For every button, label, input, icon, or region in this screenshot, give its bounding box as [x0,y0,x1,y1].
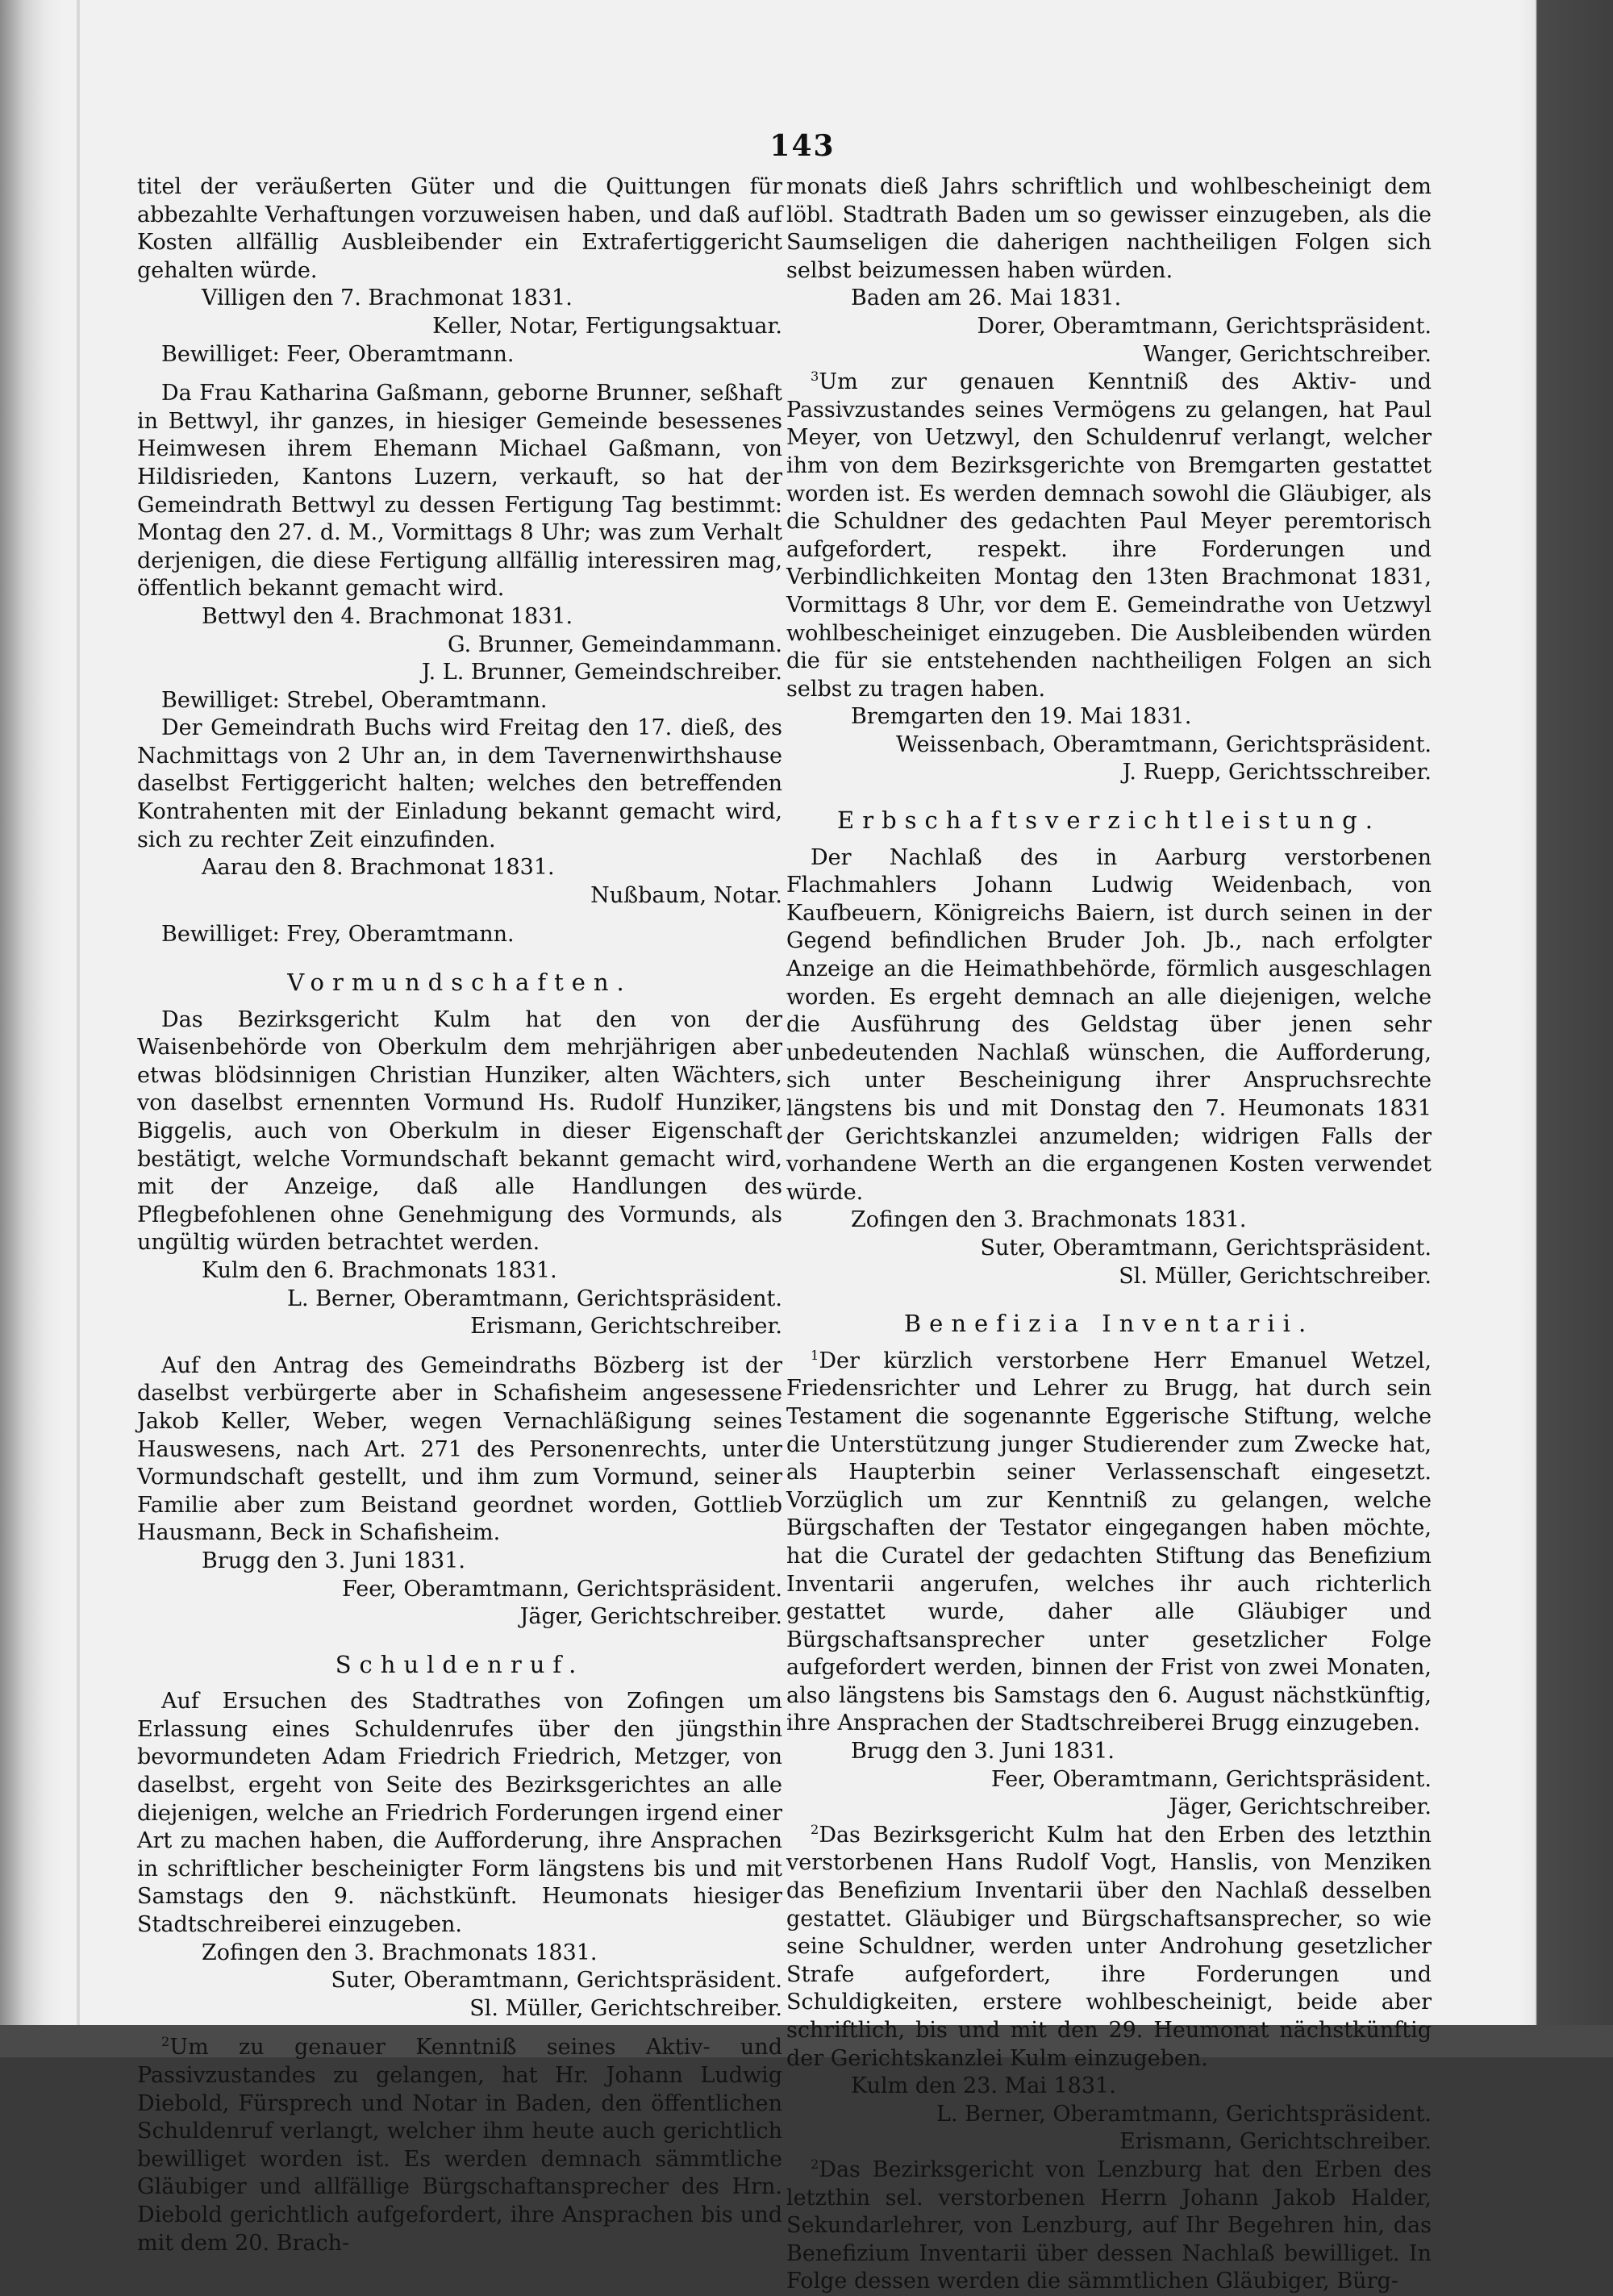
page-number: 143 [769,129,836,163]
left-column [137,173,782,2257]
signature: Wanger, Gerichtschreiber. [1143,341,1432,367]
signature: Weissenbach, Oberamtmann, Gerichtspräsident. [896,731,1432,757]
signature: Dorer, Oberamtmann, Gerichtspräsident. [977,313,1432,339]
section-heading: Schuldenruf. [335,1650,585,1678]
paragraph: titel der veräußerten Güter und die Quittungen für abbezahlte Verhaftungen vorzuweisen haben, und daß auf Kosten allfällig Ausbleibender ein Extrafertiggericht gehalten würde. [137,174,782,283]
signature: Feer, Oberamtmann, Gerichtspräsident. [991,1766,1432,1792]
section-heading: Erbschaftsverzichtleistung. [837,806,1381,835]
signature: Keller, Notar, Fertigungsaktuar. [432,313,782,339]
paragraph-text: Um zur genauen Kenntniß des Aktiv- und Passivzustandes seines Vermögens zu gelangen, hat Paul Meyer, von Uetzwyl, den Schuldenruf verlangt, welcher ihm von dem Bezirksgerichte von Bremgarten gestattet worden ist. Es werden demnach sowohl die Gläubiger, als die Schuldner des gedachten Paul Meyer peremtorisch aufgefordert, respekt. ihre Forderungen und Verbindlichkeiten Montag den 13ten Brachmonat 1831, Vormittags 8 Uhr, vor dem E. Gemeindrathe von Uetzwyl wohlbescheiniget einzugeben. Die Ausbleibenden würden die für sie entstehenden nachtheiligen Folgen an sich selbst zu tragen haben. [786,369,1432,702]
signature: Suter, Oberamtmann, Gerichtspräsident. [331,1968,782,1994]
section-heading: Vormundschaften. [287,969,632,997]
footnote-number: 2 [811,2156,819,2172]
paragraph [786,1822,1432,2073]
signature: Erismann, Gerichtschreiber. [470,1314,782,1340]
place-date: Aarau den 8. Brachmonat 1831. [202,855,555,881]
place-date: Baden am 26. Mai 1831. [851,285,1122,311]
footnote-number: 2 [161,2034,170,2050]
paragraph [786,1348,1432,1738]
signature: Feer, Oberamtmann, Gerichtspräsident. [342,1576,782,1602]
approval-line: Bewilliget: Feer, Oberamtmann. [161,341,515,367]
place-date: Kulm den 6. Brachmonats 1831. [202,1257,557,1283]
paragraph: Der Gemeindrath Buchs wird Freitag den 17. dieß, des Nachmittags von 2 Uhr an, in dem Tavernenwirthshause daselbst Fertiggericht halten; welches den betreffenden Kontrahenten mit der Einladung bekannt gemacht wird, sich zu rechter Zeit einzufinden. [137,715,782,852]
paragraph: Der Nachlaß des in Aarburg verstorbenen Flachmahlers Johann Ludwig Weidenbach, von Kaufbeuern, Königreichs Baiern, ist durch seinen in der Gegend befindlichen Bruder Joh. Jb., nach erfolgter Anzeige an die Heimathbehörde, förmlich ausgeschlagen worden. Es ergeht demnach an alle diejenigen, welche die Ausführung des Geldstag über jenen sehr unbedeutenden Nachlaß wünschen, die Aufforderung, sich unter Bescheinigung ihrer Anspruchsrechte längstens bis und mit Donstag den 7. Heumonats 1831 der Gerichtskanzlei anzumelden; widrigen Falls der vorhandene Werth an die ergangenen Kosten verwendet würde. [786,844,1432,1205]
footnote-number: 3 [811,369,819,385]
signature: J. L. Brunner, Gemeindschreiber. [421,660,782,685]
right-column [786,173,1432,2296]
place-date: Bremgarten den 19. Mai 1831. [851,704,1192,730]
paragraph-text: Das Bezirksgericht Kulm hat den Erben des letzthin verstorbenen Hans Rudolf Vogt, Hanslis, von Menziken das Benefizium Inventarii über den Nachlaß desselben gestattet. Gläubiger und Bürgschaftsansprecher, so wie seine Schuldner, werden unter Androhung gesetzlicher Strafe aufgefordert, ihre Forderungen und Schuldigkeiten, erstere wohlbescheinigt, beide aber schriftlich, bis und mit den 29. Heumonat nächstkünftig der Gerichtskanzlei Kulm einzugeben. [786,1822,1432,2071]
signature: L. Berner, Oberamtmann, Gerichtspräsident. [936,2101,1432,2127]
paragraph [137,2034,782,2257]
paragraph: Da Frau Katharina Gaßmann, geborne Brunner, seßhaft in Bettwyl, ihr ganzes, in hiesiger Gemeinde besessenes Heimwesen ihrem Ehemann Michael Gaßmann, von Hildisrieden, Kantons Luzern, verkauft, so hat der Gemeindrath Bettwyl zu dessen Fertigung Tag bestimmt: Montag den 27. d. M., Vormittags 8 Uhr; was zum Verhalt derjenigen, die diese Fertigung allfällig interessiren mag, öffentlich bekannt gemacht wird. [137,381,782,602]
paragraph-text: Um zu genauer Kenntniß seines Aktiv- und Passivzustandes zu gelangen, hat Hr. Johann Ludwig Diebold, Fürsprech und Notar in Baden, den öffentlichen Schuldenruf verlangt, welcher ihm heute auch gerichtlich bewilliget worden ist. Es werden demnach sämmtliche Gläubiger und allfällige Bürgschaftansprecher des Hrn. Diebold gerichtlich aufgefordert, ihre Ansprachen bis und mit dem 20. Brach- [137,2035,782,2256]
place-date: Kulm den 23. Mai 1831. [851,2073,1116,2099]
signature: Jäger, Gerichtschreiber. [1169,1794,1432,1820]
footnote-number: 1 [811,1347,819,1363]
place-date: Zofingen den 3. Brachmonats 1831. [202,1940,598,1965]
book-spine-shadow [0,0,63,2057]
signature: Nußbaum, Notar. [590,882,782,908]
page-edge [1519,0,1613,2057]
place-date: Villigen den 7. Brachmonat 1831. [202,285,573,311]
place-date: Zofingen den 3. Brachmonats 1831. [851,1207,1247,1233]
gutter-line [77,0,80,2057]
paragraph: monats dieß Jahrs schriftlich und wohlbescheinigt dem löbl. Stadtrath Baden um so gewisser einzugeben, als die Saumseligen die daherigen nachtheiligen Folgen sich selbst beizumessen haben würden. [786,174,1432,283]
footnote-number: 2 [811,1821,819,1837]
place-date: Brugg den 3. Juni 1831. [202,1548,465,1573]
signature: Suter, Oberamtmann, Gerichtspräsident. [980,1235,1432,1261]
place-date: Bettwyl den 4. Brachmonat 1831. [202,603,573,629]
paragraph [786,2156,1432,2296]
section-heading: Benefizia Inventarii. [903,1310,1315,1338]
paragraph: Auf Ersuchen des Stadtrathes von Zofingen um Erlassung eines Schuldenrufes über den jüngsthin bevormundeten Adam Friedrich Friedrich, Metzger, von daselbst, ergeht von Seite des Bezirksgerichtes an alle diejenigen, welche an Friedrich Forderungen irgend einer Art zu machen haben, die Aufforderung, ihre Ansprachen in schriftlicher bescheinigter Form längstens bis und mit Samstags den 9. nächstkünft. Heumonats hiesiger Stadtschreiberei einzugeben. [137,1689,782,1938]
paragraph: Das Bezirksgericht Kulm hat den von der Waisenbehörde von Oberkulm dem mehrjährigen aber etwas blödsinnigen Christian Hunziker, alten Wächters, von daselbst ernennten Vormund Hs. Rudolf Hunziker, Biggelis, auch von Oberkulm in dieser Eigenschaft bestätigt, welche Vormundschaft bekannt gemacht wird, mit der Anzeige, daß alle Handlungen des Pflegbefohlenen ohne Genehmigung des Vormunds, als ungültig würden betrachtet werden. [137,1006,782,1256]
signature: G. Brunner, Gemeindammann. [448,631,782,657]
approval-line: Bewilliget: Strebel, Oberamtmann. [161,687,548,713]
signature: Erismann, Gerichtschreiber. [1119,2129,1432,2155]
signature: Jäger, Gerichtschreiber. [519,1604,782,1630]
paragraph: Auf den Antrag des Gemeindraths Bözberg ist der daselbst verbürgerte aber in Schafisheim angesessene Jakob Keller, Weber, wegen Vernachläßigung seines Hauswesens, nach Art. 271 des Personenrechts, unter Vormundschaft gestellt, und ihm zum Vormund, seiner Familie aber zum Beistand geordnet worden, Gottlieb Hausmann, Beck in Schafisheim. [137,1352,782,1546]
signature: Sl. Müller, Gerichtschreiber. [1119,1263,1432,1289]
signature: L. Berner, Oberamtmann, Gerichtspräsident. [287,1286,782,1311]
paragraph [786,369,1432,703]
paragraph-text: Das Bezirksgericht von Lenzburg hat den Erben des letzthin sel. verstorbenen Herrn Johann Jakob Halder, Sekundarlehrer, von Lenzburg, auf Ihr Begehren hin, das Benefizium Inventarii über dessen Nachlaß bewilliget. In Folge dessen werden die sämmtlichen Gläubiger, Bürg- [786,2156,1432,2294]
signature: J. Ruepp, Gerichtsschreiber. [1122,760,1432,785]
signature: Sl. Müller, Gerichtschreiber. [469,1995,782,2021]
approval-line: Bewilliget: Frey, Oberamtmann. [161,922,515,948]
place-date: Brugg den 3. Juni 1831. [851,1739,1115,1765]
paragraph-text: Der kürzlich verstorbene Herr Emanuel Wetzel, Friedensrichter und Lehrer zu Brugg, hat durch sein Testament die sogenannte Eggerische Stiftung, welche die Unterstützung junger Studierender zum Zwecke hat, als Haupterbin seiner Verlassenschaft eingesetzt. Vorzüglich um zur Kenntniß zu gelangen, welche Bürgschaften der Testator eingegangen haben möchte, hat die Curatel der gedachten Stiftung das Benefizium Inventarii angerufen, welches ihr auch richterlich gestattet wurde, daher alle Gläubiger und Bürgschaftsansprecher unter gesetzlicher Folge aufgefordert werden, binnen der Frist von zwei Monaten, also längstens bis Samstags den 6. August nächstkünftig, ihre Ansprachen der Stadtschreiberei Brugg einzugeben. [786,1348,1432,1736]
